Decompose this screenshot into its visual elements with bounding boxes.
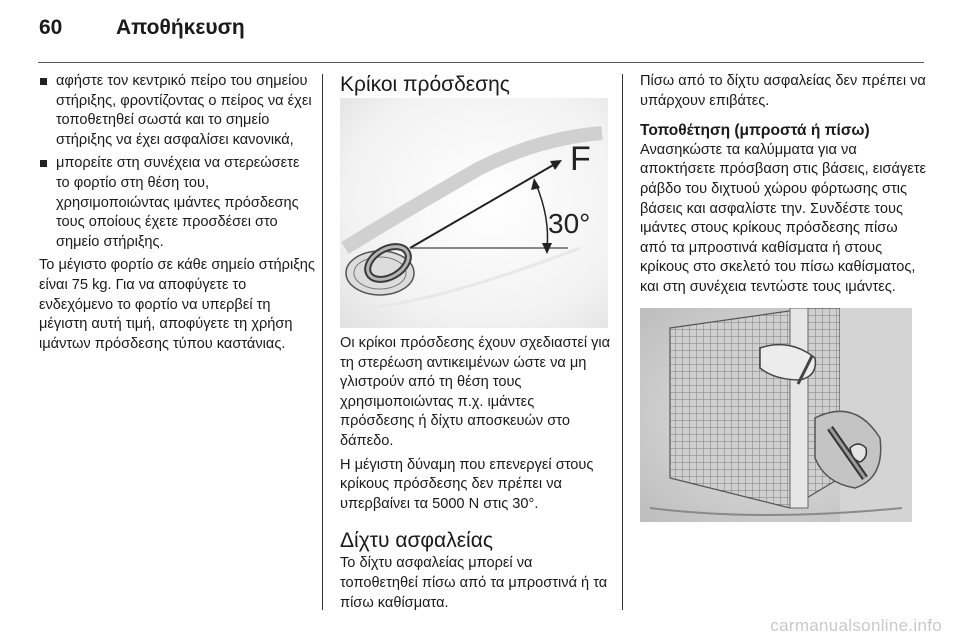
angle-label: 30°: [548, 208, 591, 239]
section-heading-tie-downs: Κρίκοι πρόσδεσης: [340, 73, 510, 96]
tie-down-ring-figure: [340, 98, 608, 328]
column-2: [340, 72, 612, 617]
column-1: [39, 72, 315, 358]
column-divider: [322, 74, 323, 610]
column-divider: [622, 74, 623, 610]
bullet-item: [39, 154, 315, 252]
section-heading-safety-net: Δίχτυ ασφαλείας: [340, 529, 493, 553]
max-load-paragraph: Το μέγιστο φορτίο σε κάθε σημείο στήριξης είναι 75 kg. Για να αποφύγετε το ενδεχόμενο το φορτίο να υπερβεί τη μέγιστη αυτή τιμή, αποφύγετε τη χρήση ιμάντων πρόσδεσης τύπου καστάνιας.: [39, 257, 315, 352]
bullet-item: [39, 72, 315, 150]
installation-paragraph: Ανασηκώστε τα καλύμματα για να αποκτήσετε πρόσβαση στις βάσεις, εισάγετε ράβδο του διχτυού χώρου φόρτωσης στις βάσεις και ασφαλίστε την. Συνδέστε τους ιμάντες στους κρίκους πρόσδεσης πίσω από τα μπροστινά καθίσματα ή στους κρίκους στο σκελετό του πίσω καθίσματος, και στη συνέχεια τεντώστε τους ιμάντες.: [640, 141, 927, 295]
page-header: [0, 0, 960, 64]
anchor-recess: [346, 251, 414, 295]
header-rule: [38, 62, 924, 63]
installation-heading: Τοποθέτηση (μπροστά ή πίσω): [640, 122, 870, 140]
no-passengers-paragraph: Πίσω από το δίχτυ ασφαλείας δεν πρέπει να υπάρχουν επιβάτες.: [640, 73, 926, 109]
bullet-square-icon: [40, 160, 47, 167]
net-frame-bar: [790, 308, 808, 508]
column-3: [640, 72, 928, 522]
bullet-text: αφήστε τον κεντρικό πείρο του σημείου στήριξης, φροντίζοντας ο πείρος να έχει τοποθετηθεί σωστά και το σημείο στήριξης να έχει ασφαλίσει κανονικά,: [56, 73, 312, 148]
max-force-paragraph: Η μέγιστη δύναμη που επενεργεί στους κρίκους πρόσδεσης δεν πρέπει να υπερβαίνει τα 5000 N στις 30°.: [340, 456, 594, 512]
tie-down-paragraph: Οι κρίκοι πρόσδεσης έχουν σχεδιαστεί για τη στερέωση αντικειμένων ώστε να μη γλιστρούν από τη θέση τους χρησιμοποιώντας π.χ. ιμάντες πρόσδεσης ή δίχτυ αποσκευών στο δάπεδο.: [340, 335, 611, 449]
page-title: Αποθήκευση: [116, 16, 245, 39]
safety-net-mesh: [670, 308, 840, 508]
bullet-square-icon: [40, 78, 47, 85]
safety-net-figure: [640, 308, 912, 522]
force-label: F: [570, 140, 591, 178]
bullet-text: μπορείτε στη συνέχεια να στερεώσετε το φορτίο στη θέση του, χρησιμοποιώντας ιμάντες πρόσδεσης τους οποίους έχετε προσδέσει στο σημείο στήριξης.: [56, 155, 300, 250]
watermark: carmanualsonline.info: [770, 616, 942, 635]
safety-net-paragraph: Το δίχτυ ασφαλείας μπορεί να τοποθετηθεί πίσω από τα μπροστινά ή τα πίσω καθίσματα.: [340, 555, 608, 611]
page-number: 60: [39, 16, 63, 39]
